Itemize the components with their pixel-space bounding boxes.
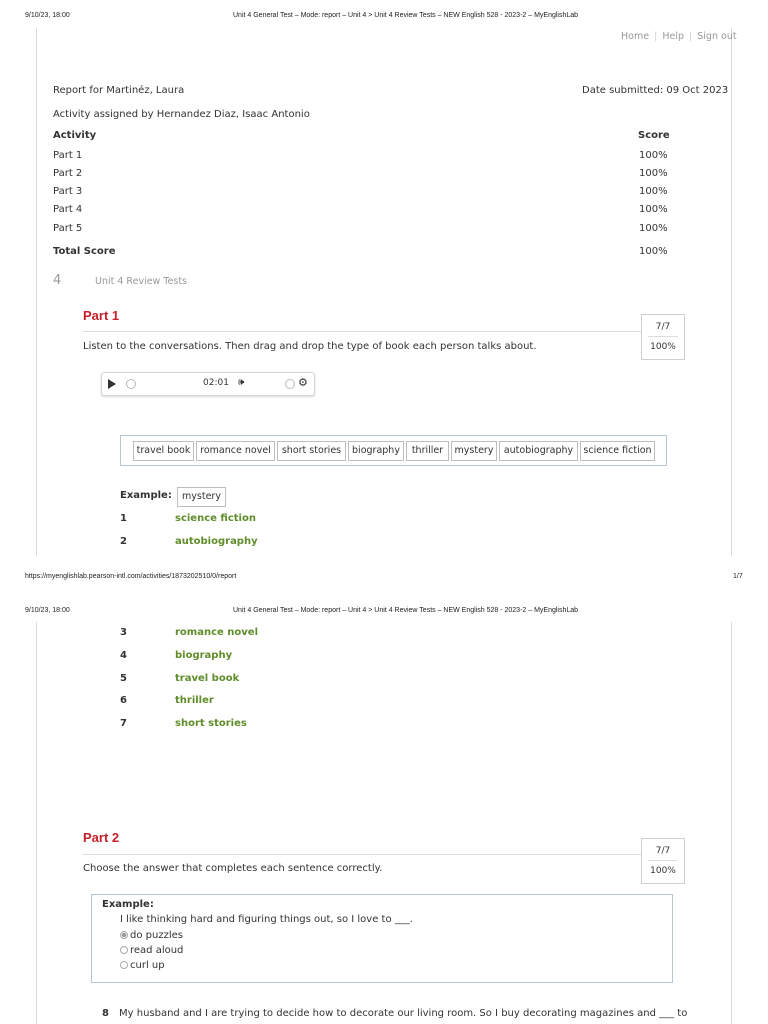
help-link[interactable]: Help xyxy=(662,31,684,42)
part2-divider xyxy=(83,854,641,855)
word-chip[interactable]: short stories xyxy=(277,441,346,461)
gear-icon[interactable]: ⚙ xyxy=(298,376,308,389)
example-option: curl up xyxy=(120,960,165,971)
table-row-score: 100% xyxy=(639,223,668,234)
example-label: Example: xyxy=(120,490,172,501)
radio-icon xyxy=(120,961,128,969)
report-for: Report for Martinéz, Laura xyxy=(53,85,185,96)
col-score-header: Score xyxy=(638,130,670,141)
table-row-name: Part 4 xyxy=(53,204,83,215)
print-page-number: 1/7 xyxy=(733,573,743,580)
word-bank xyxy=(120,435,667,466)
part2-example-box xyxy=(91,894,673,983)
print-date: 9/10/23, 18:00 xyxy=(25,12,70,19)
word-chip[interactable]: travel book xyxy=(133,441,194,461)
part1-percent: 100% xyxy=(650,342,676,352)
example-label: Example: xyxy=(102,899,154,910)
print-title: Unit 4 General Test – Mode: report – Unit 4 > Unit 4 Review Tests – NEW English 528 - 2023-2 – MyEnglishLab xyxy=(233,607,579,614)
total-score-label: Total Score xyxy=(53,246,116,257)
example-answer-chip: mystery xyxy=(177,487,226,507)
col-activity-header: Activity xyxy=(53,130,97,141)
radio-selected-icon xyxy=(120,931,128,939)
page-frame-right xyxy=(731,622,732,1024)
answer-text: travel book xyxy=(175,673,240,684)
table-row-score: 100% xyxy=(639,168,668,179)
answer-number: 3 xyxy=(120,627,127,638)
answer-text: biography xyxy=(175,650,233,661)
unit-number: 4 xyxy=(53,273,62,288)
page-frame-right xyxy=(731,28,732,556)
answer-text: short stories xyxy=(175,718,247,729)
volume-icon[interactable]: 🕪 xyxy=(238,377,245,388)
table-row-score: 100% xyxy=(639,186,668,197)
radio-icon xyxy=(120,946,128,954)
print-url: https://myenglishlab.pearson-intl.com/activities/1873202510/0/report xyxy=(25,573,237,580)
print-date: 9/10/23, 18:00 xyxy=(25,607,70,614)
audio-time: 02:01 xyxy=(203,378,229,388)
example-sentence: I like thinking hard and figuring things out, so I love to ___. xyxy=(120,914,413,925)
example-option: read aloud xyxy=(120,945,183,956)
part2-score: 7/7 xyxy=(655,846,671,856)
word-chip[interactable]: science fiction xyxy=(580,441,655,461)
nav-separator: | xyxy=(654,31,658,42)
answer-number: 2 xyxy=(120,536,127,547)
home-link[interactable]: Home xyxy=(621,31,650,42)
answer-text: science fiction xyxy=(175,513,256,524)
table-row-name: Part 2 xyxy=(53,168,83,179)
total-score-value: 100% xyxy=(639,246,668,257)
answer-text: romance novel xyxy=(175,627,258,638)
part1-score: 7/7 xyxy=(655,322,671,332)
table-row-name: Part 5 xyxy=(53,223,83,234)
play-icon[interactable] xyxy=(108,379,116,389)
part2-percent: 100% xyxy=(650,866,676,876)
nav-separator: | xyxy=(689,31,693,42)
unit-title: Unit 4 Review Tests xyxy=(95,276,187,287)
part2-score-box xyxy=(641,838,685,884)
scrubber-handle[interactable] xyxy=(126,379,136,389)
part1-score-box xyxy=(641,314,685,360)
volume-handle[interactable] xyxy=(285,379,295,389)
answer-number: 4 xyxy=(120,650,127,661)
answer-text: autobiography xyxy=(175,536,258,547)
part1-title: Part 1 xyxy=(83,308,120,323)
word-chip[interactable]: thriller xyxy=(406,441,449,461)
word-chip[interactable]: biography xyxy=(348,441,404,461)
audio-player xyxy=(101,372,315,396)
table-row-score: 100% xyxy=(639,150,668,161)
question-number: 8 xyxy=(102,1008,109,1019)
part2-title: Part 2 xyxy=(83,830,120,845)
table-row-name: Part 1 xyxy=(53,150,83,161)
page-frame-left xyxy=(36,622,37,1024)
question-text: My husband and I are trying to decide how to decorate our living room. So I buy decorating magazines and ___ to xyxy=(119,1008,688,1019)
assigned-by: Activity assigned by Hernandez Diaz, Isaac Antonio xyxy=(53,109,310,120)
answer-number: 1 xyxy=(120,513,127,524)
signout-link[interactable]: Sign out xyxy=(697,31,737,42)
word-chip[interactable]: mystery xyxy=(451,441,497,461)
answer-number: 5 xyxy=(120,673,127,684)
part1-divider xyxy=(83,331,641,332)
table-row-score: 100% xyxy=(639,204,668,215)
part1-instruction: Listen to the conversations. Then drag and drop the type of book each person talks about. xyxy=(83,341,537,352)
table-row-name: Part 3 xyxy=(53,186,83,197)
word-chip[interactable]: romance novel xyxy=(196,441,275,461)
answer-number: 7 xyxy=(120,718,127,729)
top-nav xyxy=(621,31,737,42)
answer-text: thriller xyxy=(175,695,214,706)
answer-number: 6 xyxy=(120,695,127,706)
part2-instruction: Choose the answer that completes each sentence correctly. xyxy=(83,863,383,874)
example-option: do puzzles xyxy=(120,930,183,941)
print-title: Unit 4 General Test – Mode: report – Unit 4 > Unit 4 Review Tests – NEW English 528 - 2023-2 – MyEnglishLab xyxy=(233,12,579,19)
page-frame-left xyxy=(36,28,37,556)
date-submitted: Date submitted: 09 Oct 2023 xyxy=(582,85,729,96)
word-chip[interactable]: autobiography xyxy=(499,441,578,461)
